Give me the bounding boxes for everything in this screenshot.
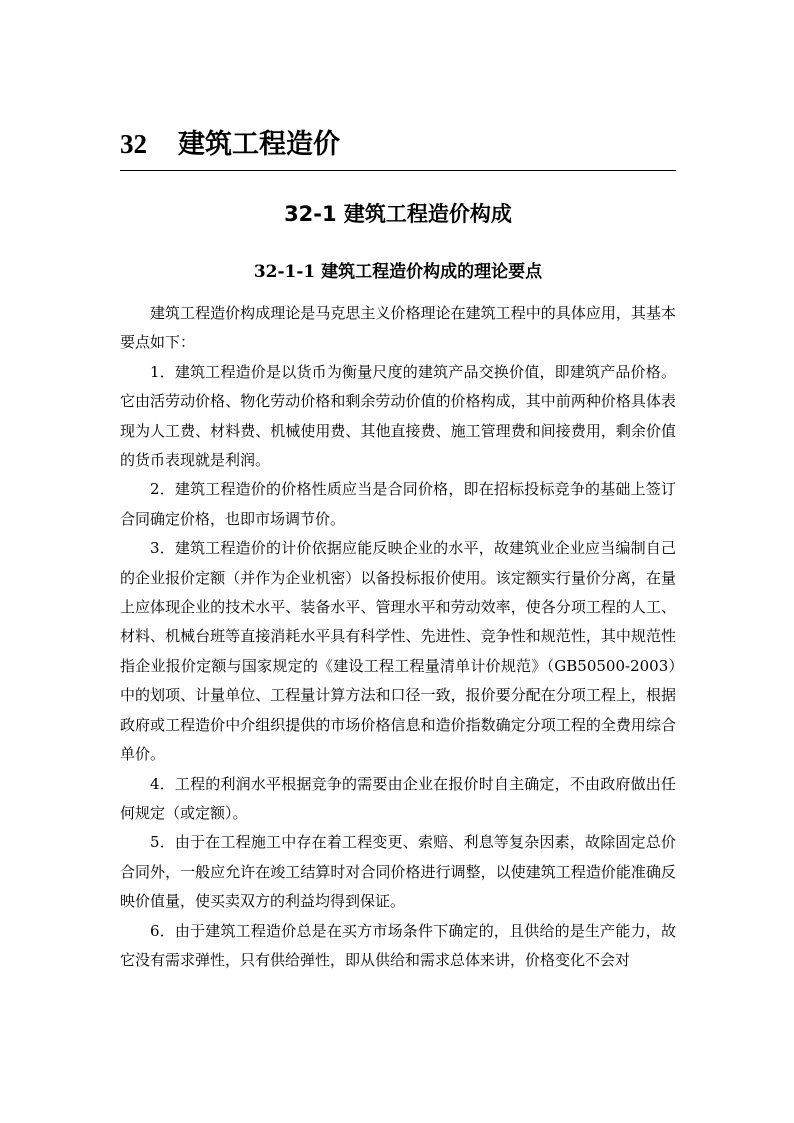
subsection-title: 32-1-1 建筑工程造价构成的理论要点	[253, 262, 543, 282]
chapter-title-text: 建筑工程造价	[178, 129, 340, 160]
chapter-divider	[120, 170, 676, 171]
paragraph-point-4: 4．工程的利润水平根据竞争的需要由企业在报价时自主确定，不由政府做出任何规定（或定额）。	[120, 774, 676, 822]
paragraph-point-2: 2．建筑工程造价的价格性质应当是合同价格，即在招标投标竞争的基础上签订合同确定价格，也即市场调节价。	[120, 480, 676, 528]
paragraph-point-6: 6．由于建筑工程造价总是在买方市场条件下确定的，且供给的是生产能力，故它没有需求弹性，只有供给弹性，即从供给和需求总体来讲，价格变化不会对	[120, 921, 676, 969]
paragraph-point-5: 5．由于在工程施工中存在着工程变更、索赔、利息等复杂因素，故除固定总价合同外，一般应允许在竣工结算时对合同价格进行调整，以使建筑工程造价能准确反映价值量，使买卖双方的利益均得到保证。	[120, 833, 676, 911]
chapter-title	[120, 124, 676, 165]
paragraph-point-3: 3．建筑工程造价的计价依据应能反映企业的水平，故建筑业企业应当编制自己的企业报价定额（并作为企业机密）以备投标报价使用。该定额实行量价分离，在量上应体现企业的技术水平、装备水平、管理水平和劳动效率，使各分项工程的人工、材料、机械台班等直接消耗水平具有科学性、先进性、竞争性和规范性，其中规范性指企业报价定额与国家规定的《建设工程工程量清单计价规范》（GB50500-2003）中的划项、计量单位、工程量计算方法和口径一致，报价要分配在分项工程上，根据政府或工程造价中介组织提供的市场价格信息和造价指数确定分项工程的全费用综合单价。	[120, 539, 676, 764]
body-text	[120, 299, 676, 975]
paragraph-point-1: 1．建筑工程造价是以货币为衡量尺度的建筑产品交换价值，即建筑产品价格。它由活劳动价格、物化劳动价格和剩余劳动价值的价格构成，其中前两种价格具体表现为人工费、材料费、机械使用费、其他直接费、施工管理费和间接费用，剩余价值的货币表现就是利润。	[120, 362, 676, 470]
section-title: 32-1 建筑工程造价构成	[284, 202, 512, 226]
chapter-number: 32	[120, 129, 147, 159]
paragraph-intro: 建筑工程造价构成理论是马克思主义价格理论在建筑工程中的具体应用，其基本要点如下：	[120, 304, 676, 352]
